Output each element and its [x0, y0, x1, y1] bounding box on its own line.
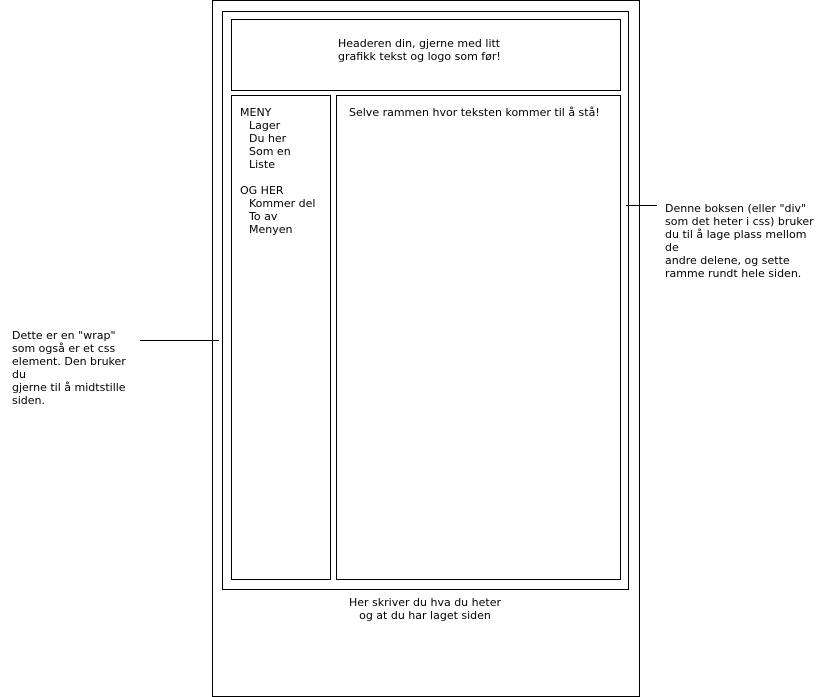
content-text: Selve rammen hvor teksten kommer til å stå! [349, 106, 600, 119]
menu-item[interactable]: Du her [249, 132, 287, 145]
annotation-line: som også er et css [12, 342, 116, 355]
annotation-line: siden. [12, 394, 46, 407]
annotation-line: gjerne til å midtstille [12, 381, 126, 394]
header-line: grafikk tekst og logo som før! [338, 50, 501, 63]
annotation-line: Denne boksen (eller "div" [665, 202, 807, 215]
menu-heading-meny: MENY [240, 106, 272, 119]
wrap-annotation [12, 329, 137, 407]
footer-line: Her skriver du hva du heter [349, 596, 501, 609]
annotation-line: element. Den bruker du [12, 355, 126, 381]
footer-line: og at du har laget siden [359, 609, 491, 622]
annotation-line: ramme rundt hele siden. [665, 267, 802, 280]
menu-item[interactable]: Som en [249, 145, 291, 158]
menu-item[interactable]: Kommer del [249, 197, 316, 210]
annotation-line: Dette er en "wrap" [12, 329, 116, 342]
header-line: Headeren din, gjerne med litt [338, 37, 501, 50]
annotation-line: du til å lage plass mellom de [665, 228, 807, 254]
menu-item[interactable]: Menyen [249, 223, 293, 236]
menu-item[interactable]: Lager [249, 119, 281, 132]
container-annotation [665, 202, 815, 280]
annotation-line: andre delene, og sette [665, 254, 790, 267]
menu-item[interactable]: To av [249, 210, 278, 223]
menu-heading-og-her: OG HER [240, 184, 284, 197]
menu-item[interactable]: Liste [249, 158, 275, 171]
annotation-line: som det heter i css) bruker [665, 215, 814, 228]
